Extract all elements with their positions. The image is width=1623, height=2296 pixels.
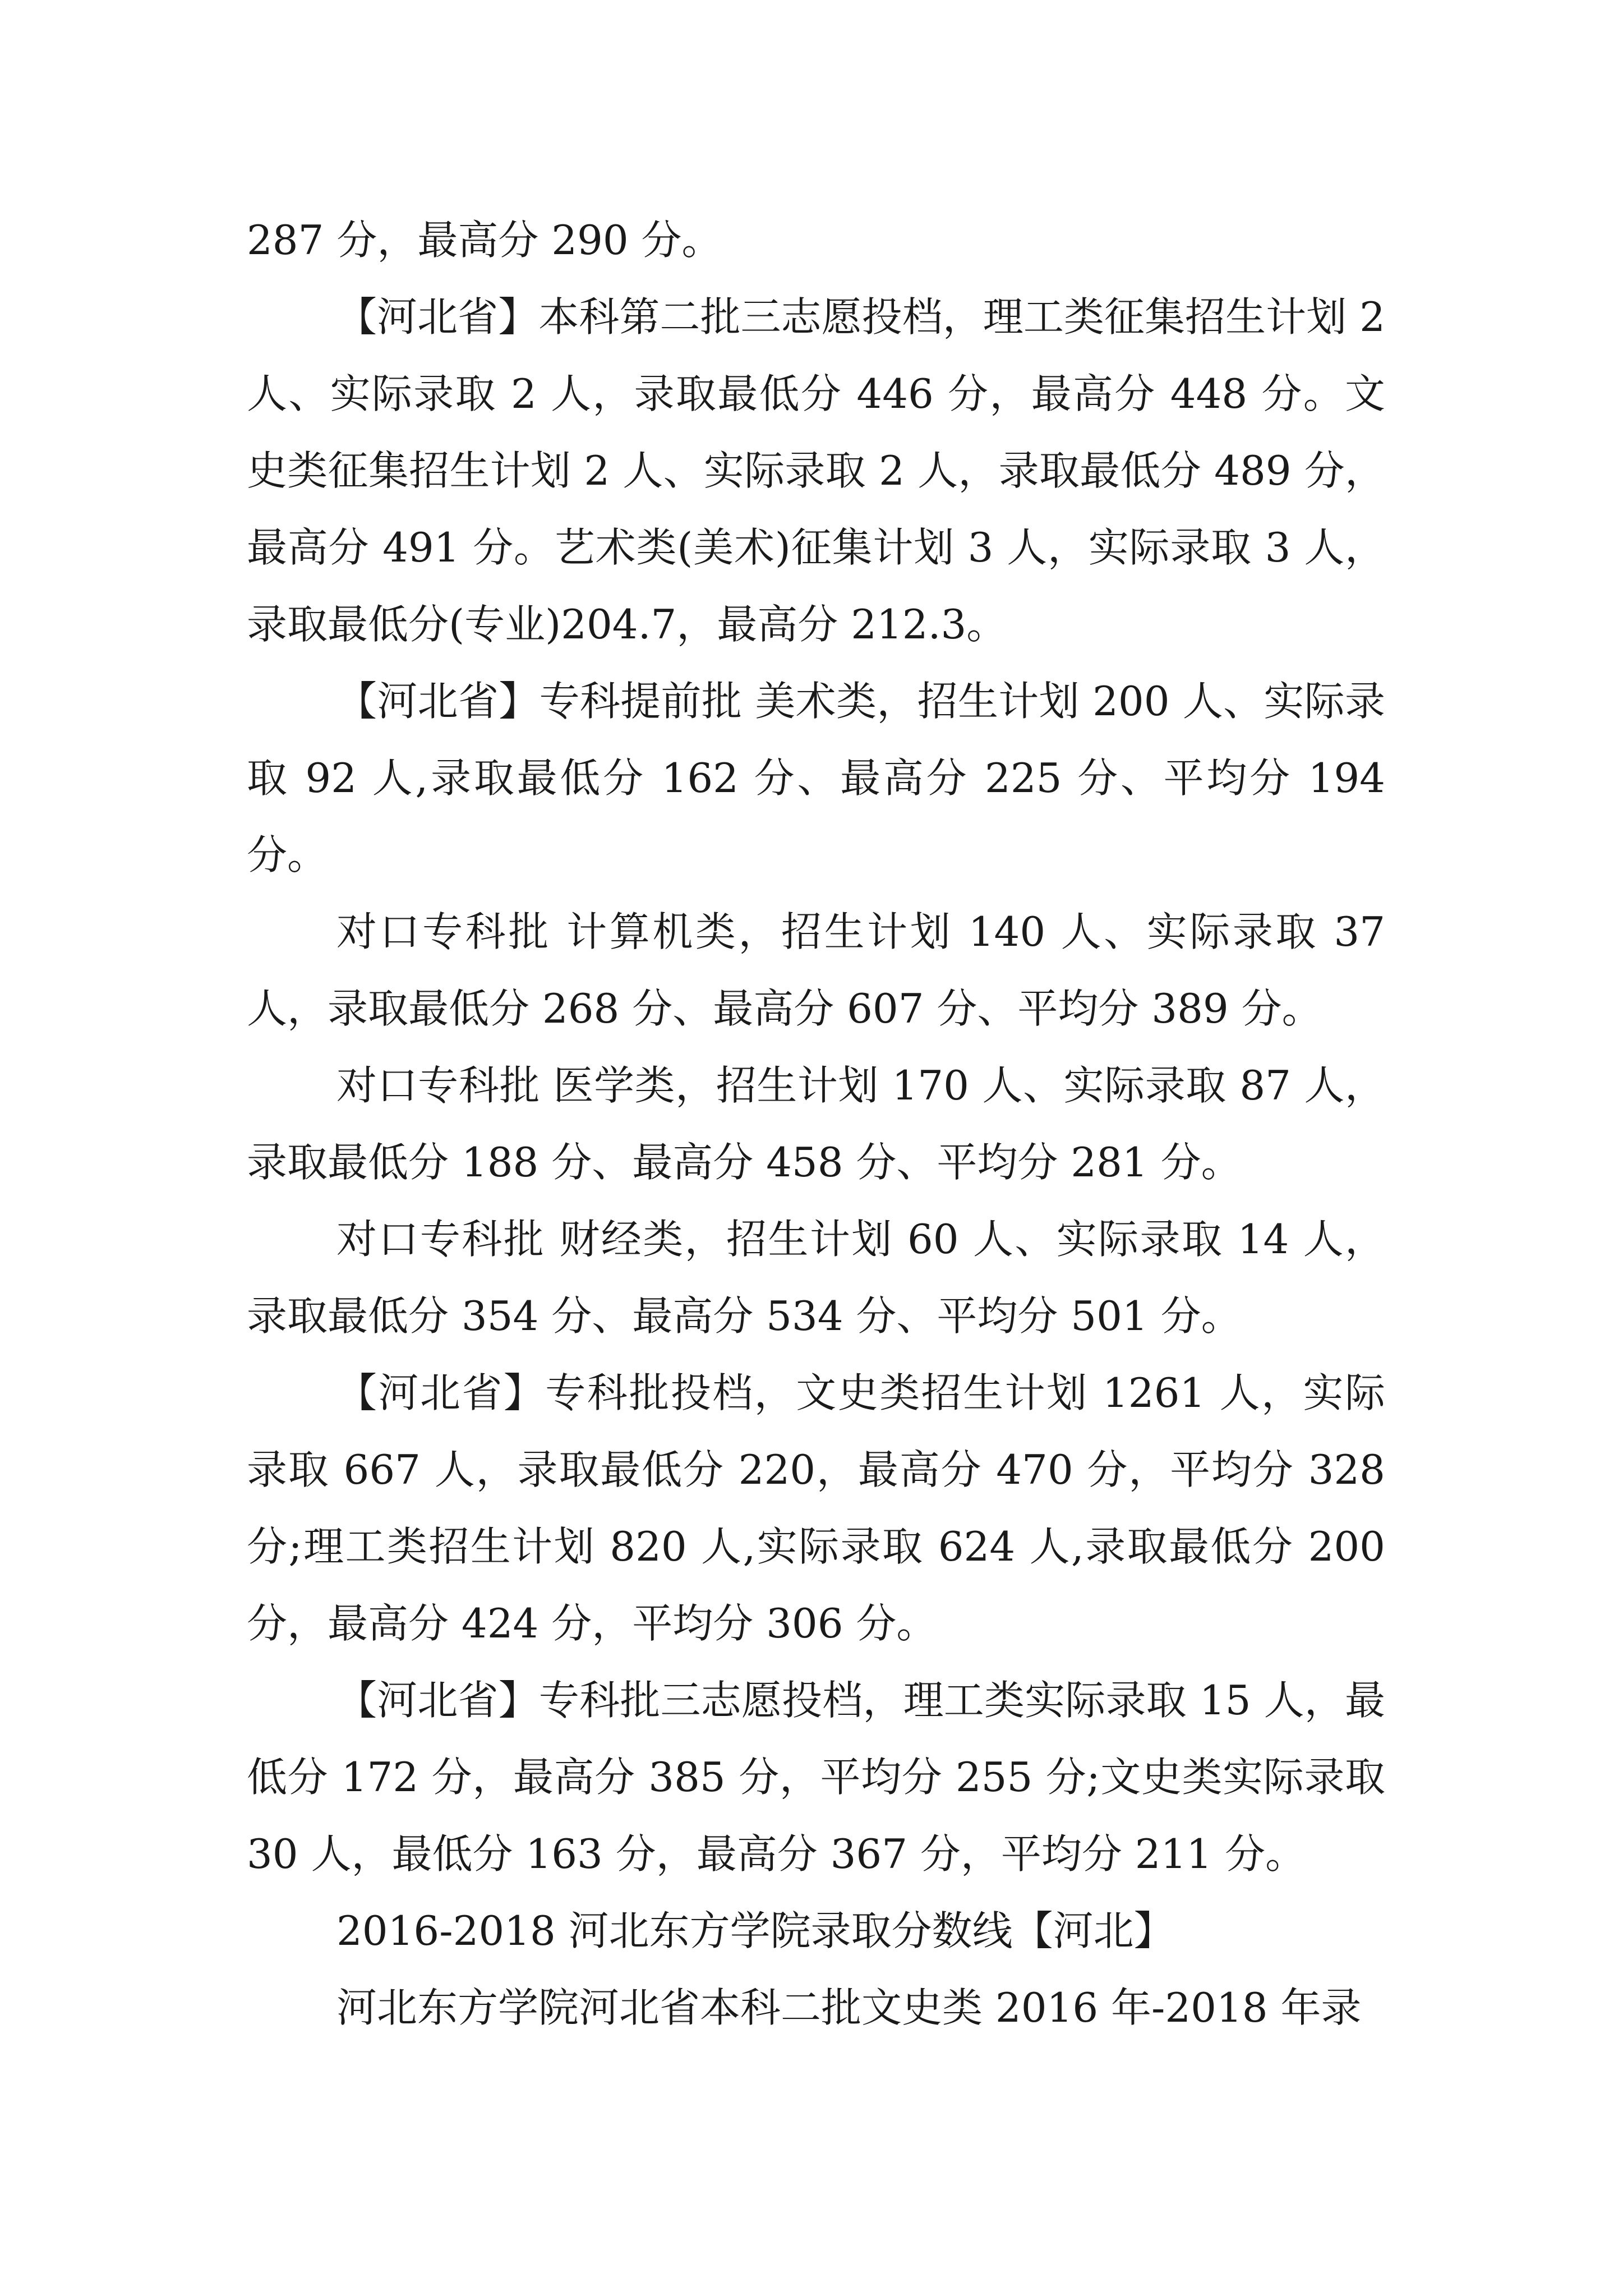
paragraph-7: 【河北省】专科批投档，文史类招生计划 1261 人，实际录取 667 人，录取最低分 220，最高分 470 分，平均分 328 分;理工类招生计划 820 人,实际录取 624 人,录取最低分 200 分，最高分 424 分，平均分 306 分。 (247, 1369, 1385, 1647)
document-body (247, 202, 1385, 2046)
paragraph-1: 287 分，最高分 290 分。 (247, 217, 722, 264)
paragraph-9: 2016-2018 河北东方学院录取分数线【河北】 (336, 1907, 1174, 1954)
paragraph-3: 【河北省】专科提前批 美术类，招生计划 200 人、实际录取 92 人,录取最低分 162 分、最高分 225 分、平均分 194 分。 (247, 678, 1385, 878)
paragraph-4: 对口专科批 计算机类，招生计划 140 人、实际录取 37 人，录取最低分 268 分、最高分 607 分、平均分 389 分。 (247, 908, 1385, 1032)
paragraph-8: 【河北省】专科批三志愿投档，理工类实际录取 15 人，最低分 172 分，最高分 385 分，平均分 255 分;文史类实际录取 30 人，最低分 163 分，最高分 367 分，平均分 211 分。 (247, 1677, 1385, 1878)
paragraph-5: 对口专科批 医学类，招生计划 170 人、实际录取 87 人，录取最低分 188 分、最高分 458 分、平均分 281 分。 (247, 1062, 1385, 1186)
paragraph-6: 对口专科批 财经类，招生计划 60 人、实际录取 14 人，录取最低分 354 分、最高分 534 分、平均分 501 分。 (247, 1216, 1385, 1340)
paragraph-2: 【河北省】本科第二批三志愿投档，理工类征集招生计划 2 人、实际录取 2 人，录取最低分 446 分，最高分 448 分。文史类征集招生计划 2 人、实际录取 2 人，录取最低分 489 分，最高分 491 分。艺术类(美术)征集计划 3 人，实际录取 3 人，录取最低分(专业)204.7，最高分 212.3。 (247, 293, 1385, 648)
paragraph-10: 河北东方学院河北省本科二批文史类 2016 年-2018 年录 (336, 1984, 1362, 2031)
